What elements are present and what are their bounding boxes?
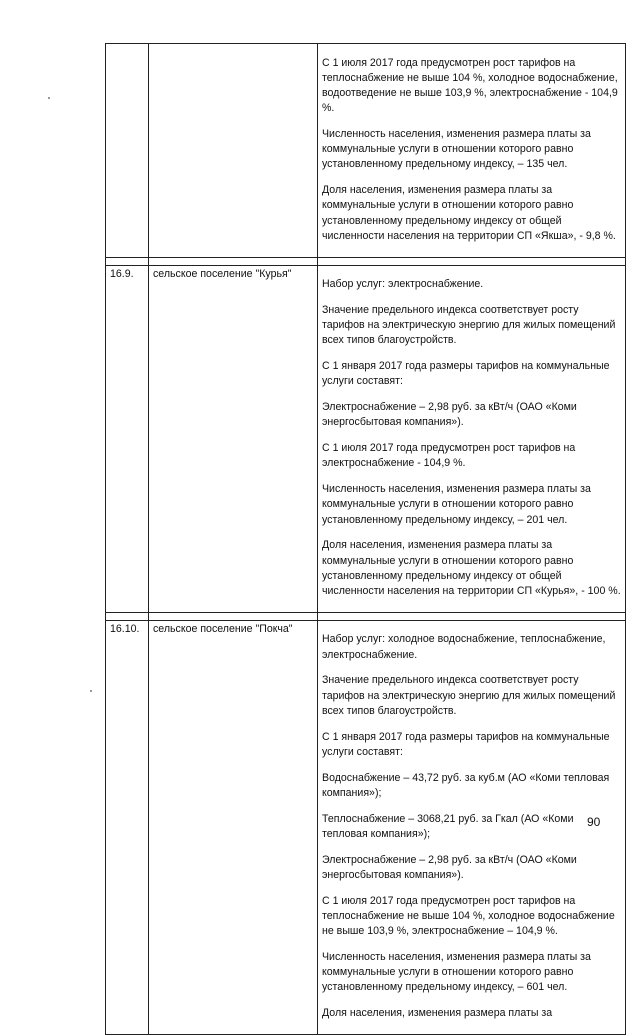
description-paragraph: Электроснабжение – 2,98 руб. за кВт/ч (ОАО «Коми энергосбытовая компания»). [322, 853, 577, 881]
table-row [106, 44, 626, 258]
description-paragraph: Доля населения, изменения размера платы за коммунальные услуги в отношении которого равно установленному предельному индексу от общей численности населения на территории СП «Якша», - 9,8 %. [322, 184, 616, 242]
settlement-name: сельское поселение "Курья" [149, 265, 318, 612]
description-paragraph: Теплоснабжение – 3068,21 руб. за Гкал (АО «Коми тепловая компания»); [322, 812, 574, 840]
description-paragraph: Набор услуг: электроснабжение. [322, 278, 484, 291]
description-paragraph: Водоснабжение – 43,72 руб. за куб.м (АО «Коми тепловая компания»); [322, 771, 610, 799]
description-paragraph: С 1 января 2017 года размеры тарифов на коммунальные услуги составят: [322, 730, 610, 758]
description-paragraph: Доля населения, изменения размера платы за [322, 1007, 553, 1020]
description-paragraph: Доля населения, изменения размера платы за коммунальные услуги в отношении которого равно установленному предельному индексу от общей численности населения на территории СП «Курья», - 100 %. [322, 539, 621, 598]
row-number [106, 44, 149, 258]
description-paragraph: С 1 июля 2017 года предусмотрен рост тарифов на электроснабжение - 104,9 %. [322, 442, 576, 470]
tariff-description [318, 620, 626, 1034]
tariff-table [105, 43, 626, 1035]
row-spacer [106, 612, 626, 620]
description-paragraph: Значение предельного индекса соответствует росту тарифов на электрическую энергию для жилых помещений всех типов благоустройств. [322, 304, 616, 347]
row-spacer [106, 257, 626, 265]
row-number: 16.10. [106, 620, 149, 1034]
description-paragraph: Значение предельного индекса соответствует росту тарифов на электрическую энергию для жилых помещений всех типов благоустройств. [322, 674, 616, 717]
description-paragraph: С 1 июля 2017 года предусмотрен рост тарифов на теплоснабжение не выше 104 %, холодное водоснабжение не выше 103,9 %, электроснабжение – 104,9 %. [322, 894, 615, 938]
row-number: 16.9. [106, 265, 149, 612]
settlement-name: сельское поселение "Покча" [149, 620, 318, 1034]
settlement-name [149, 44, 318, 258]
page-number: 90 [587, 815, 601, 829]
tariff-description [318, 44, 626, 258]
scan-speck [90, 690, 92, 692]
scan-speck [48, 97, 50, 99]
tariff-description [318, 265, 626, 612]
description-paragraph: Набор услуг: холодное водоснабжение, теплоснабжение, электроснабжение. [322, 633, 606, 661]
description-paragraph: С 1 января 2017 года размеры тарифов на коммунальные услуги составят: [322, 360, 610, 388]
description-paragraph: Численность населения, изменения размера платы за коммунальные услуги в отношении которого равно установленному предельному индексу, – 135 чел. [322, 128, 591, 171]
table-row [106, 620, 626, 1034]
description-paragraph: Электроснабжение – 2,98 руб. за кВт/ч (ОАО «Коми энергосбытовая компания»). [322, 401, 577, 429]
description-paragraph: Численность населения, изменения размера платы за коммунальные услуги в отношении которого равно установленному предельному индексу, – 601 чел. [322, 950, 591, 994]
description-paragraph: Численность населения, изменения размера платы за коммунальные услуги в отношении которого равно установленному предельному индексу, – 201 чел. [322, 483, 591, 526]
description-paragraph: С 1 июля 2017 года предусмотрен рост тарифов на теплоснабжение не выше 104 %, холодное водоснабжение, водоотведение не выше 103,9 %, электроснабжение - 104,9 %. [322, 56, 618, 115]
table-row [106, 265, 626, 612]
